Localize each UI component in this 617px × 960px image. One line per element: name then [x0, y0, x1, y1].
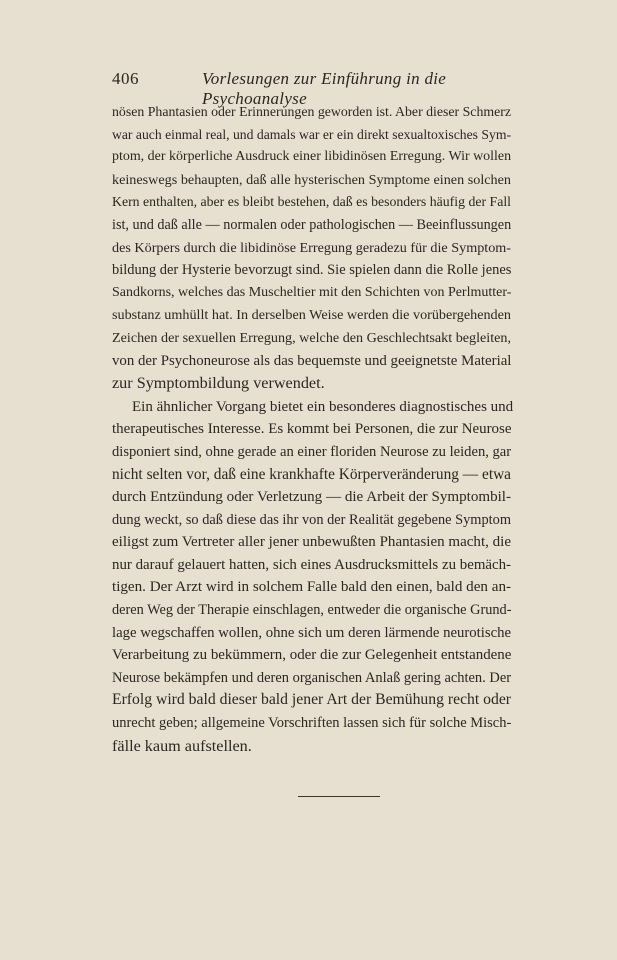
text-line: Kern enthalten, aber es bleibt bestehen, daß es besonders häufig der Fall: [112, 194, 511, 210]
text-line: Erfolg wird bald dieser bald jener Art der Bemühung recht oder: [112, 691, 512, 709]
page-number: 406: [112, 69, 139, 88]
text-line: fälle kaum aufstellen.: [112, 736, 252, 755]
text-line: Ein ähnlicher Vorgang bietet ein besonderes diagnostisches und: [132, 398, 514, 415]
page-header: [112, 69, 512, 108]
text-line: nösen Phantasien oder Erinnerungen geworden ist. Aber dieser Schmerz: [112, 104, 511, 119]
text-line: des Körpers durch die libidinöse Erregung geradezu für die Symptom-: [112, 239, 512, 256]
end-of-chapter-rule: [298, 796, 380, 797]
text-line: dung weckt, so daß diese das ihr von der Realität gegebene Symptom: [112, 511, 511, 528]
text-line: durch Entzündung oder Verletzung — die Arbeit der Symptombil-: [112, 489, 511, 506]
text-line: tigen. Der Arzt wird in solchem Falle bald den einen, bald den an-: [112, 579, 512, 596]
text-line: bildung der Hysterie bevorzugt sind. Sie spielen dann die Rolle jenes: [112, 262, 512, 279]
text-line: Sandkorns, welches das Muscheltier mit den Schichten von Perlmutter-: [112, 284, 512, 300]
text-line: lage wegschaffen wollen, ohne sich um deren lärmende neurotische: [112, 624, 512, 641]
text-line: therapeutisches Interesse. Es kommt bei Personen, die zur Neurose: [112, 421, 512, 438]
running-title: Vorlesungen zur Einführung in die Psychoanalyse: [202, 69, 447, 108]
text-line: substanz umhüllt hat. In derselben Weise werden die vorübergehenden: [112, 307, 511, 324]
text-line: unrecht geben; allgemeine Vorschriften lassen sich für solche Misch-: [112, 715, 512, 732]
text-line: ptom, der körperliche Ausdruck einer libidinösen Erregung. Wir wollen: [112, 149, 512, 165]
text-line: nur darauf gelauert hatten, sich eines Ausdrucksmittels zu bemäch-: [112, 556, 511, 573]
text-line: nicht selten vor, daß eine krankhafte Körperveränderung — etwa: [112, 465, 511, 483]
text-line: Zeichen der sexuellen Erregung, welche den Geschlechtsakt begleiten,: [112, 329, 511, 346]
text-line: war auch einmal real, und damals war er ein direkt sexualtoxisches Sym-: [112, 126, 511, 142]
text-line: zur Symptombildung verwendet.: [112, 374, 325, 393]
text-line: keineswegs behaupten, daß alle hysterischen Symptome einen solchen: [112, 171, 511, 188]
paragraph: [112, 101, 511, 395]
text-line: ist, und daß alle — normalen oder pathologischen — Beeinflussungen: [112, 216, 512, 233]
text-line: deren Weg der Therapie einschlagen, entweder die organische Grund-: [112, 602, 512, 619]
body-text: [112, 101, 514, 757]
text-line: Neurose bekämpfen und deren organischen Anlaß gering achten. Der: [112, 669, 512, 686]
text-line: Verarbeitung zu bekümmern, oder die zur Gelegenheit entstandene: [112, 647, 512, 664]
paragraph: [112, 396, 514, 758]
text-line: von der Psychoneurose als das bequemste und geeignetste Material: [112, 352, 512, 369]
text-line: disponiert sind, ohne gerade an einer floriden Neurose zu leiden, gar: [112, 443, 512, 460]
text-line: eiligst zum Vertreter aller jener unbewußten Phantasien macht, die: [112, 534, 511, 551]
